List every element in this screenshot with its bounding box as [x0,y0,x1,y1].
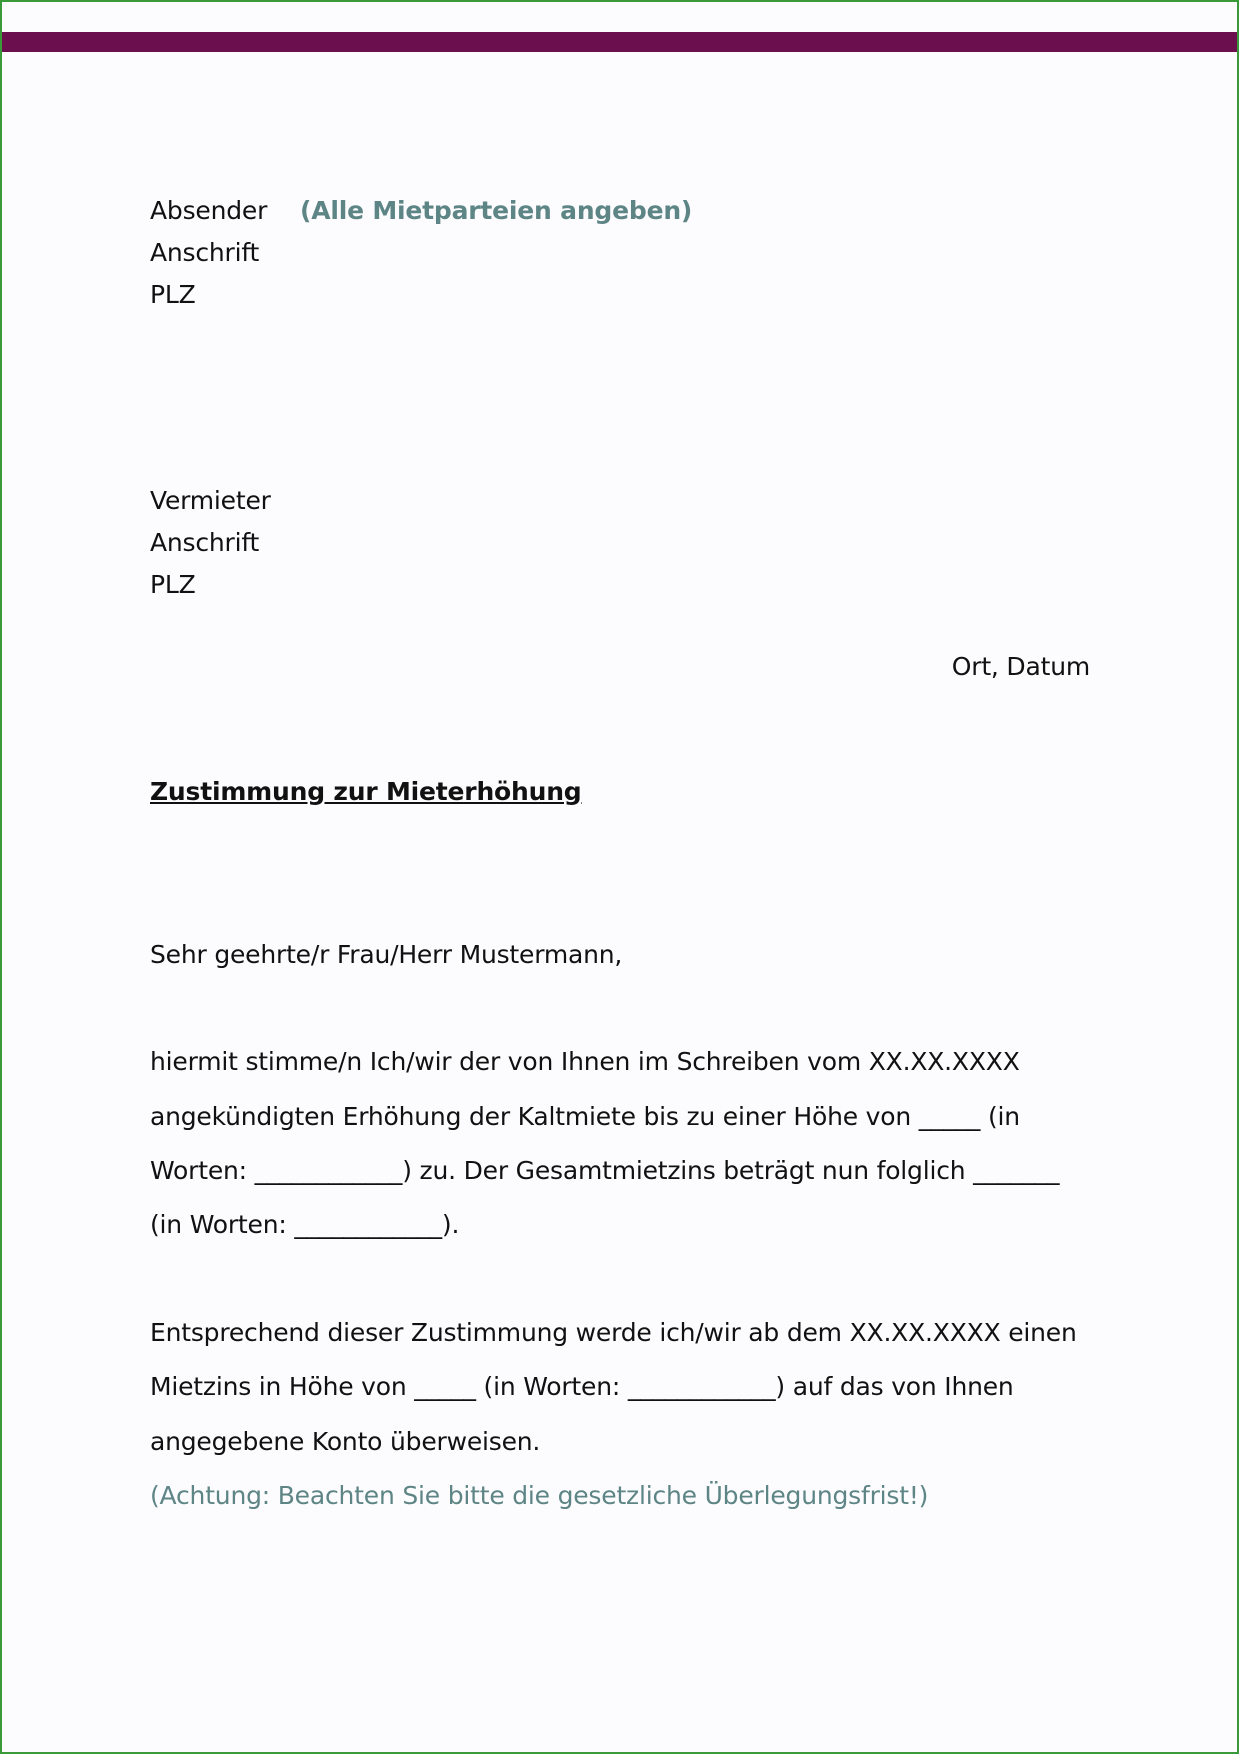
sender-address: Anschrift [150,238,260,267]
paragraph1-line: hiermit stimme/n Ich/wir der von Ihnen im Schreiben vom XX.XX.XXXX [150,1047,1020,1076]
paragraph1-line: Worten: ____________) zu. Der Gesamtmietzins beträgt nun folglich _______ [150,1156,1060,1185]
paragraph1-line: (in Worten: ____________). [150,1210,460,1239]
salutation: Sehr geehrte/r Frau/Herr Mustermann, [150,940,623,969]
header-accent-bar [2,32,1237,52]
landlord-zip: PLZ [150,570,196,599]
place-date: Ort, Datum [951,652,1090,681]
paragraph2-line: Entsprechend dieser Zustimmung werde ich/wir ab dem XX.XX.XXXX einen [150,1318,1077,1347]
letter-subject: Zustimmung zur Mieterhöhung [150,777,582,806]
paragraph2-line: Mietzins in Höhe von _____ (in Worten: ____________) auf das von Ihnen [150,1372,1014,1401]
landlord-address: Anschrift [150,528,260,557]
sender-zip: PLZ [150,280,196,309]
paragraph1-line: angekündigten Erhöhung der Kaltmiete bis zu einer Höhe von _____ (in [150,1102,1020,1131]
sender-note: (Alle Mietparteien angeben) [300,196,693,225]
sender-label: Absender [150,196,268,225]
landlord-label: Vermieter [150,486,271,515]
legal-notice: (Achtung: Beachten Sie bitte die gesetzliche Überlegungsfrist!) [150,1481,929,1510]
paragraph2-line: angegebene Konto überweisen. [150,1427,541,1456]
